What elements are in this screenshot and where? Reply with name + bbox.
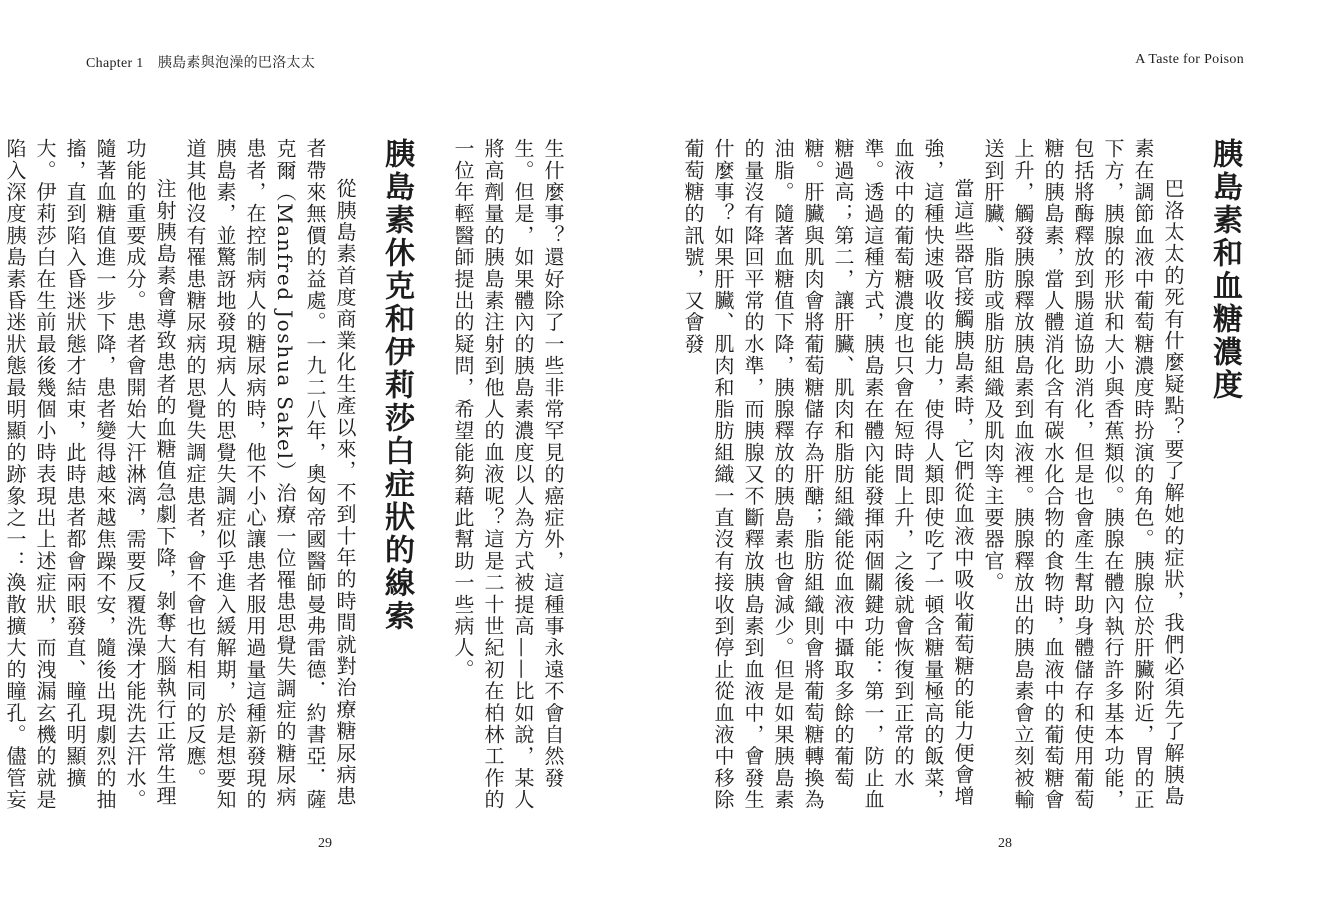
paragraph: 巴洛太太的死有什麼疑點？要了解她的症狀，我們必須先了解胰島素在調節血液中葡萄糖濃度時扮演的角色。胰腺位於肝臟附近，胃的正下方，胰腺的形狀和大小與香蕉類似。胰腺在體內執行許多基本功能，包括將酶釋放到腸道協助消化，但是也會產生幫助身體儲存和使用葡萄糖的胰島素，當人體消化含有碳水化合物的食物時，血液中的葡萄糖會上升，觸發胰腺釋放胰島素到血液裡。胰腺釋放出的胰島素會立刻被輸送到肝臟、脂肪或脂肪組織及肌肉等主要器官。 (981, 138, 1185, 811)
page-29 (3, 138, 568, 818)
section-heading-insulin-blood-sugar: 胰島素和血糖濃度 (1207, 138, 1242, 402)
paragraph-continuation: 生什麼事？還好除了一些非常罕見的癌症外，這種事永遠不會自然發生。但是，如果體內的胰島素濃度以人為方式被提高——比如說，某人將高劑量的胰島素注射到他人的血液呢？這是二十世紀初在柏林工作的一位年輕醫師提出的疑問，希望能夠藉此幫助一些病人。 (451, 138, 565, 811)
paragraph: 從胰島素首度商業化生產以來，不到十年的時間就對治療糖尿病患者帶來無價的益處。一九二八年，奧匈帝國醫師曼弗雷德．約書亞．薩克爾（Manfred Joshua Sakel）治療一位罹患思覺失調症的糖尿病患者，在控制病人的糖尿病時，他不小心讓患者服用過量這種新發現的胰島素，並驚訝地發現病人的思覺失調症似乎進入緩解期，於是想要知道其他沒有罹患糖尿病的思覺失調症患者，會不會也有相同的反應。 (183, 138, 357, 811)
paragraph: 當這些器官接觸胰島素時，它們從血液中吸收葡萄糖的能力便會增強，這種快速吸收的能力，使得人類即使吃了一頓含糖量極高的飯菜，血液中的葡萄糖濃度也只會在短時間上升，之後就會恢復到正常的水準。透過這種方式，胰島素在體內能發揮兩個關鍵功能：第一，防止血糖過高；第二，讓肝臟、肌肉和脂肪組織能從血液中攝取多餘的葡萄糖。肝臟與肌肉會將葡萄糖儲存為肝醣；脂肪組織則會將葡萄糖轉換為油脂。隨著血糖值下降，胰腺釋放的胰島素也會減少。但是如果胰島素的量沒有降回平常的水準，而胰腺又不斷釋放胰島素到血液中，會發生什麼事？如果肝臟、肌肉和脂肪組織一直沒有接收到停止從血液中移除葡萄糖的訊號，又會發 (681, 138, 975, 811)
page-number-28: 28 (998, 836, 1012, 851)
page-28 (681, 138, 1246, 818)
page-number-29: 29 (318, 836, 332, 851)
paragraph: 注射胰島素會導致患者的血糖值急劇下降，剝奪大腦執行正常生理功能的重要成分。患者會開始大汗淋漓，需要反覆洗澡才能洗去汗水。隨著血糖值進一步下降，患者變得越來越焦躁不安，隨後出現劇烈的抽搐，直到陷入昏迷狀態才結束，此時患者都會兩眼發直、瞳孔明顯擴大。伊莉莎白在生前最後幾個小時表現出上述症狀，而洩漏玄機的就是陷入深度胰島素昏迷狀態最明顯的跡象之一：渙散擴大的瞳孔。儘管妄 (3, 138, 177, 811)
section-heading-insulin-shock: 胰島素休克和伊莉莎白症狀的線索 (379, 138, 414, 633)
running-head-book-title: A Taste for Poison (1135, 52, 1244, 67)
running-head-chapter: Chapter 1 胰島素與泡澡的巴洛太太 (86, 56, 316, 71)
